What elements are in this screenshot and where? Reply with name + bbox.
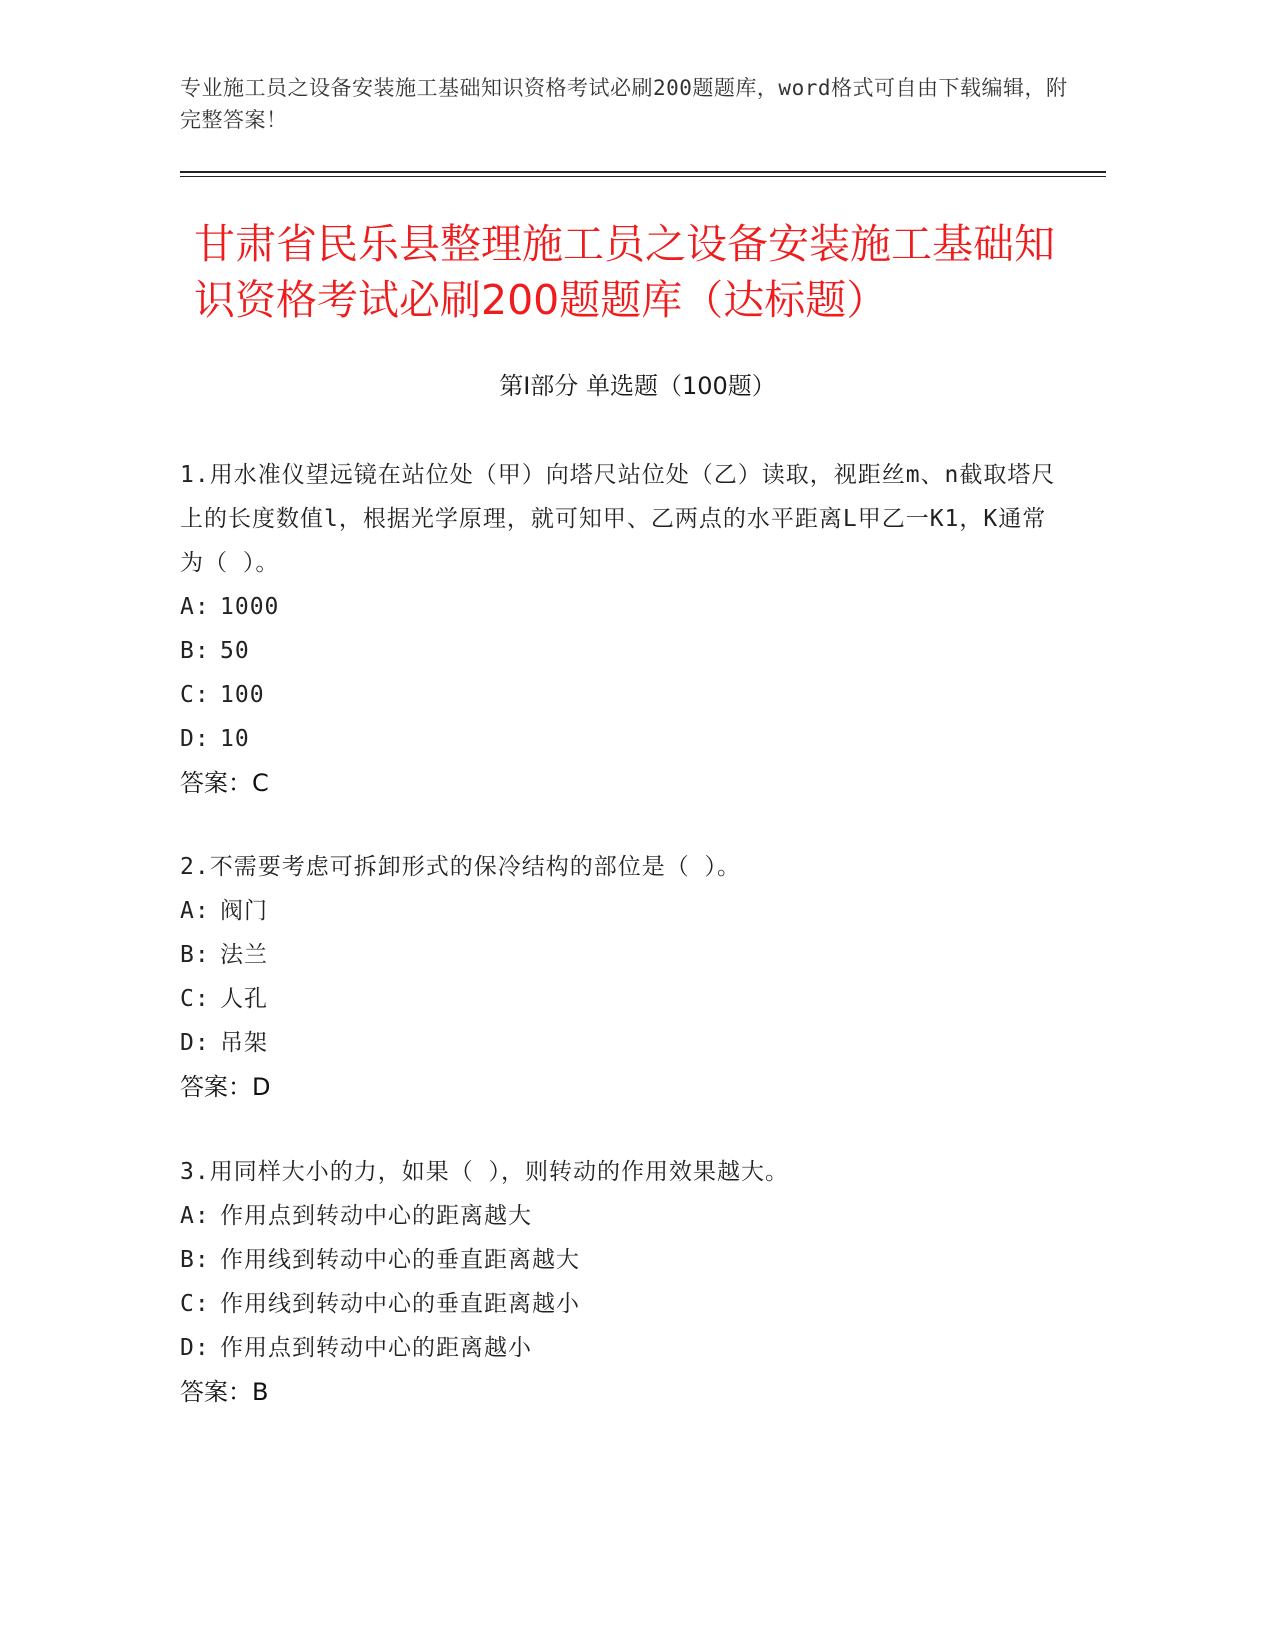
option-text: 阀门 [220, 898, 268, 924]
question-stem: 2.不需要考虑可拆卸形式的保冷结构的部位是（ ）。 [180, 854, 742, 880]
header-note: 专业施工员之设备安装施工基础知识资格考试必刷200题题库，word格式可自由下载编辑，附完整答案！ [180, 76, 1068, 132]
option-text: 吊架 [220, 1030, 268, 1056]
option-a [180, 1194, 1060, 1238]
option-key: D: [180, 1335, 210, 1361]
option-text: 50 [220, 638, 250, 664]
option-key: B: [180, 942, 210, 968]
question-stem: 1.用水准仪望远镜在站位处（甲）向塔尺站位处（乙）读取，视距丝m、n截取塔尺上的长度数值l，根据光学原理，就可知甲、乙两点的水平距离L甲乙一K1，K通常为（ ）。 [180, 462, 1056, 576]
answer-value: C [252, 769, 269, 797]
option-d [180, 1021, 1060, 1065]
header-divider-thick [180, 171, 1106, 173]
option-text: 10 [220, 726, 250, 752]
option-key: B: [180, 1247, 210, 1273]
answer-label: 答案： [180, 769, 252, 797]
option-text: 作用点到转动中心的距离越小 [220, 1335, 532, 1361]
option-c [180, 1282, 1060, 1326]
option-b [180, 933, 1060, 977]
option-text: 作用线到转动中心的垂直距离越大 [220, 1247, 580, 1273]
option-key: D: [180, 1030, 210, 1056]
question-3 [180, 1150, 1060, 1414]
option-key: D: [180, 726, 210, 752]
option-text: 人孔 [220, 986, 268, 1012]
option-text: 法兰 [220, 942, 268, 968]
question-2 [180, 845, 1060, 1109]
section-heading: 第Ⅰ部分 单选题（100题） [499, 372, 776, 400]
option-text: 1000 [220, 594, 280, 620]
answer-line [180, 761, 1060, 805]
answer-label: 答案： [180, 1378, 252, 1406]
option-b [180, 1238, 1060, 1282]
option-d [180, 1326, 1060, 1370]
option-c [180, 673, 1060, 717]
header-divider-thin [180, 176, 1106, 177]
option-key: B: [180, 638, 210, 664]
option-a [180, 889, 1060, 933]
answer-label: 答案： [180, 1073, 252, 1101]
question-1 [180, 453, 1060, 805]
answer-value: B [252, 1378, 269, 1406]
option-a [180, 585, 1060, 629]
document-title: 甘肃省民乐县整理施工员之设备安装施工基础知识资格考试必刷200题题库（达标题） [194, 220, 1055, 324]
option-c [180, 977, 1060, 1021]
answer-value: D [252, 1073, 271, 1101]
option-key: A: [180, 1203, 210, 1229]
answer-line [180, 1370, 1060, 1414]
option-text: 作用线到转动中心的垂直距离越小 [220, 1291, 580, 1317]
option-key: C: [180, 986, 210, 1012]
option-b [180, 629, 1060, 673]
option-key: A: [180, 594, 210, 620]
answer-line [180, 1065, 1060, 1109]
option-key: C: [180, 682, 210, 708]
option-text: 100 [220, 682, 265, 708]
option-text: 作用点到转动中心的距离越大 [220, 1203, 532, 1229]
question-stem: 3.用同样大小的力，如果（ ），则转动的作用效果越大。 [180, 1159, 790, 1185]
option-key: C: [180, 1291, 210, 1317]
option-d [180, 717, 1060, 761]
option-key: A: [180, 898, 210, 924]
